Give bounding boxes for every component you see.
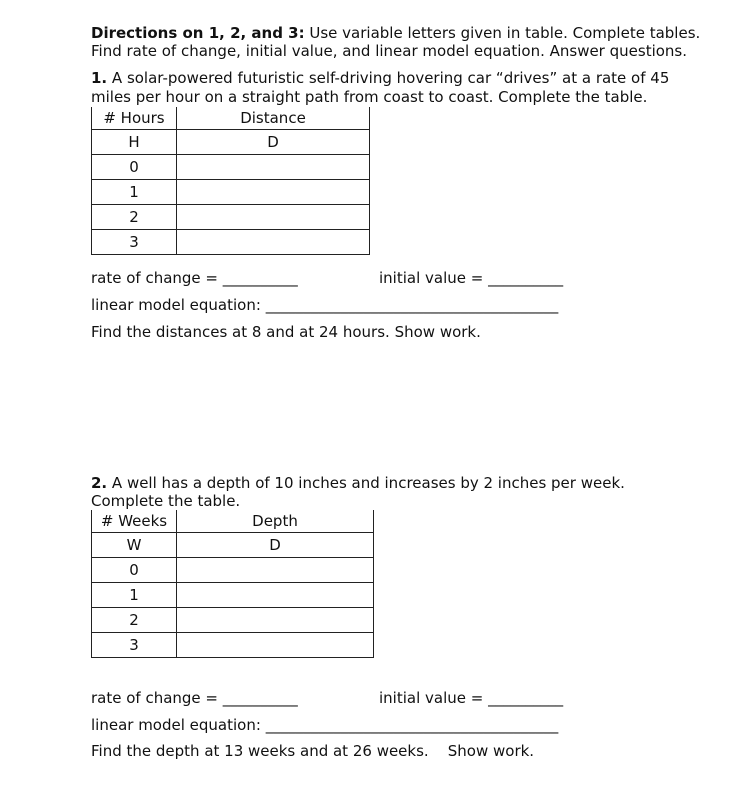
problem1-rate-label: rate of change = <box>91 269 223 287</box>
problem1-equation-line <box>91 296 558 314</box>
problem1-equation-blank[interactable]: _______________________________________ <box>265 296 559 314</box>
problem1-distance-cell[interactable] <box>177 230 370 255</box>
problem1-number: 1. <box>91 69 108 87</box>
problem1-distance-cell[interactable] <box>177 205 370 230</box>
problem2-question-text: Find the depth at 13 weeks and at 26 weeks. Show work. <box>91 742 535 760</box>
problem2-number: 2. <box>91 474 108 492</box>
problem2-var-d: D <box>177 533 374 558</box>
problem1-distance-cell[interactable] <box>177 155 370 180</box>
problem1-initial-line <box>379 269 563 287</box>
problem2-line-2: Complete the table. <box>91 492 241 510</box>
problem1-hours-cell: 1 <box>92 180 177 205</box>
problem1-text-1: A solar-powered futuristic self-driving hovering car “drives” at a rate of 45 <box>107 69 670 87</box>
problem2-header-weeks: # Weeks <box>92 510 177 533</box>
table-row <box>92 558 374 583</box>
problem2-table-header-row <box>92 510 374 533</box>
problem1-var-h: H <box>92 130 177 155</box>
problem2-rate-line <box>91 689 298 707</box>
problem1-variable-row <box>92 130 370 155</box>
problem1-rate-line <box>91 269 298 287</box>
problem2-weeks-cell: 3 <box>92 633 177 658</box>
problem1-hours-cell: 0 <box>92 155 177 180</box>
problem2-question <box>91 742 534 760</box>
problem2-equation-line <box>91 716 558 734</box>
directions-line-1 <box>91 24 700 42</box>
problem2-depth-cell[interactable] <box>177 633 374 658</box>
problem1-rate-blank[interactable]: __________ <box>222 269 298 287</box>
table-row <box>92 205 370 230</box>
problem2-text-1: A well has a depth of 10 inches and increases by 2 inches per week. <box>107 474 625 492</box>
problem2-rate-label: rate of change = <box>91 689 223 707</box>
problem2-depth-cell[interactable] <box>177 608 374 633</box>
problem1-header-distance: Distance <box>177 107 370 130</box>
problem1-initial-blank[interactable]: __________ <box>488 269 564 287</box>
problem2-weeks-cell: 0 <box>92 558 177 583</box>
problem1-hours-cell: 2 <box>92 205 177 230</box>
problem1-table-header-row <box>92 107 370 130</box>
problem1-question: Find the distances at 8 and at 24 hours. Show work. <box>91 323 481 341</box>
problem2-rate-blank[interactable]: __________ <box>222 689 298 707</box>
directions-line-2: Find rate of change, initial value, and linear model equation. Answer questions. <box>91 42 688 60</box>
problem2-line-1 <box>91 474 625 492</box>
problem2-variable-row <box>92 533 374 558</box>
problem1-line-1 <box>91 69 669 87</box>
problem2-depth-cell[interactable] <box>177 558 374 583</box>
table-row <box>92 180 370 205</box>
problem2-header-depth: Depth <box>177 510 374 533</box>
problem2-equation-label: linear model equation: <box>91 716 266 734</box>
problem1-initial-label: initial value = <box>379 269 489 287</box>
problem1-hours-cell: 3 <box>92 230 177 255</box>
problem1-header-hours: # Hours <box>92 107 177 130</box>
problem2-weeks-cell: 2 <box>92 608 177 633</box>
problem2-var-w: W <box>92 533 177 558</box>
table-row <box>92 633 374 658</box>
problem1-line-2: miles per hour on a straight path from coast to coast. Complete the table. <box>91 88 648 106</box>
table-row <box>92 155 370 180</box>
problem2-depth-cell[interactable] <box>177 583 374 608</box>
problem2-initial-line <box>379 689 563 707</box>
directions-text-1: Use variable letters given in table. Complete tables. <box>304 24 701 42</box>
problem1-equation-label: linear model equation: <box>91 296 266 314</box>
table-row <box>92 230 370 255</box>
problem2-equation-blank[interactable]: _______________________________________ <box>265 716 559 734</box>
problem2-initial-label: initial value = <box>379 689 489 707</box>
problem1-table <box>91 107 370 255</box>
problem2-initial-blank[interactable]: __________ <box>488 689 564 707</box>
table-row <box>92 583 374 608</box>
problem1-distance-cell[interactable] <box>177 180 370 205</box>
problem2-weeks-cell: 1 <box>92 583 177 608</box>
problem1-var-d: D <box>177 130 370 155</box>
table-row <box>92 608 374 633</box>
directions-lead: Directions on 1, 2, and 3: <box>91 24 305 42</box>
problem2-table <box>91 510 374 658</box>
